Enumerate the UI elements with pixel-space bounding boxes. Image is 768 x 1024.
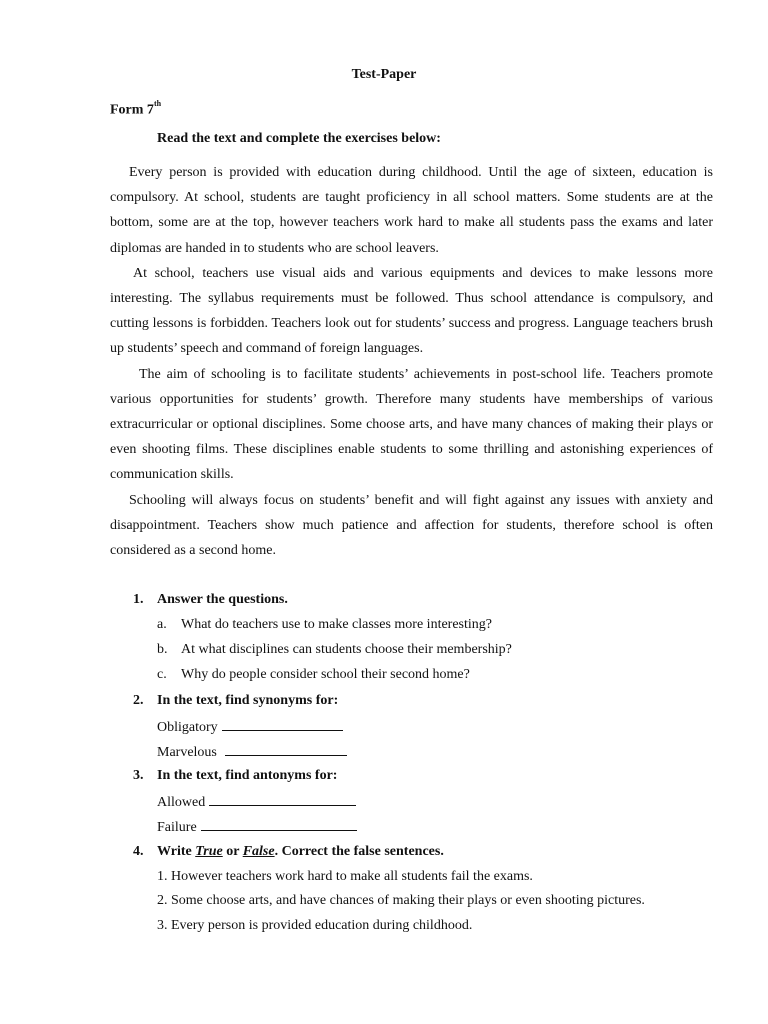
exercise-number: 2. [133,693,144,708]
exercise-3-heading [110,768,337,784]
paragraph: Every person is provided with education during childhood. Until the age of sixteen, education is compulsory. At school, students are taught proficiency in all school matters. Some students are at the bottom, some are at the top, however teachers work hard to make all students pass the exams and later diplomas are handed in to students who are school leavers. [110,165,713,256]
exercise-4-heading [110,844,444,860]
exercise-1-heading [110,592,288,608]
antonym-word: Failure [157,820,197,835]
paragraph: The aim of schooling is to facilitate students’ achievements in post-school life. Teachers promote various opportunities for students’ growth. Therefore many students have memberships of various extracurricular or optional disciplines. Some choose arts, and have many chances of making their plays or even shooting films. These disciplines enable students to some thrilling and astonishing experiences of communication skills. [110,366,713,483]
question-letter: c. [157,667,167,682]
page-title: Test-Paper [351,67,417,82]
or-word: or [226,844,240,859]
statement-item: 3. Every person is provided education during childhood. [157,918,473,933]
answer-blank[interactable] [209,793,356,806]
antonym-item [157,793,356,811]
false-word: False [242,844,275,859]
form-label [110,101,161,119]
heading-prefix: Write [157,844,192,859]
question-letter: a. [157,617,167,632]
form-text: Form 7 [110,102,154,118]
question-item [157,667,470,683]
question-item [157,617,492,633]
exercise-number: 3. [133,768,144,783]
exercise-number: 1. [133,592,144,607]
question-text: Why do people consider school their second home? [181,667,470,682]
synonym-item [157,743,347,761]
paragraph: At school, teachers use visual aids and various equipments and devices to make lessons more interesting. The syllabus requirements must be followed. Thus school attendance is compulsory, and cutting lessons is forbidden. Teachers look out for students’ success and progress. Language teachers brush up students’ speech and command of foreign languages. [110,265,713,357]
question-text: What do teachers use to make classes more interesting? [181,617,492,632]
exercise-title: Answer the questions. [157,592,288,607]
answer-blank[interactable] [225,743,347,756]
reading-text [110,160,713,563]
true-word: True [195,844,223,859]
synonym-word: Obligatory [157,720,218,735]
exercise-number: 4. [133,844,144,859]
synonym-word: Marvelous [157,745,217,760]
statement-item: 1. However teachers work hard to make all students fail the exams. [157,869,533,884]
answer-blank[interactable] [201,818,357,831]
antonym-item [157,818,357,836]
exercise-title: In the text, find antonyms for: [157,768,338,783]
instruction: Read the text and complete the exercises below: [157,131,441,146]
statement-item: 2. Some choose arts, and have chances of making their plays or even shooting pictures. [157,893,645,908]
question-item [157,642,512,658]
question-letter: b. [157,642,168,657]
paragraph: Schooling will always focus on students’ benefit and will fight against any issues with anxiety and disappointment. Teachers show much patience and affection for students, therefore school is often considered as a second home. [110,492,713,559]
answer-blank[interactable] [222,718,343,731]
form-superscript: th [153,99,162,108]
exercise-2-heading [110,693,338,709]
exercise-title: In the text, find synonyms for: [157,693,339,708]
antonym-word: Allowed [157,795,206,810]
question-text: At what disciplines can students choose their membership? [181,642,512,657]
synonym-item [157,718,343,736]
heading-suffix: . Correct the false sentences. [274,844,444,859]
